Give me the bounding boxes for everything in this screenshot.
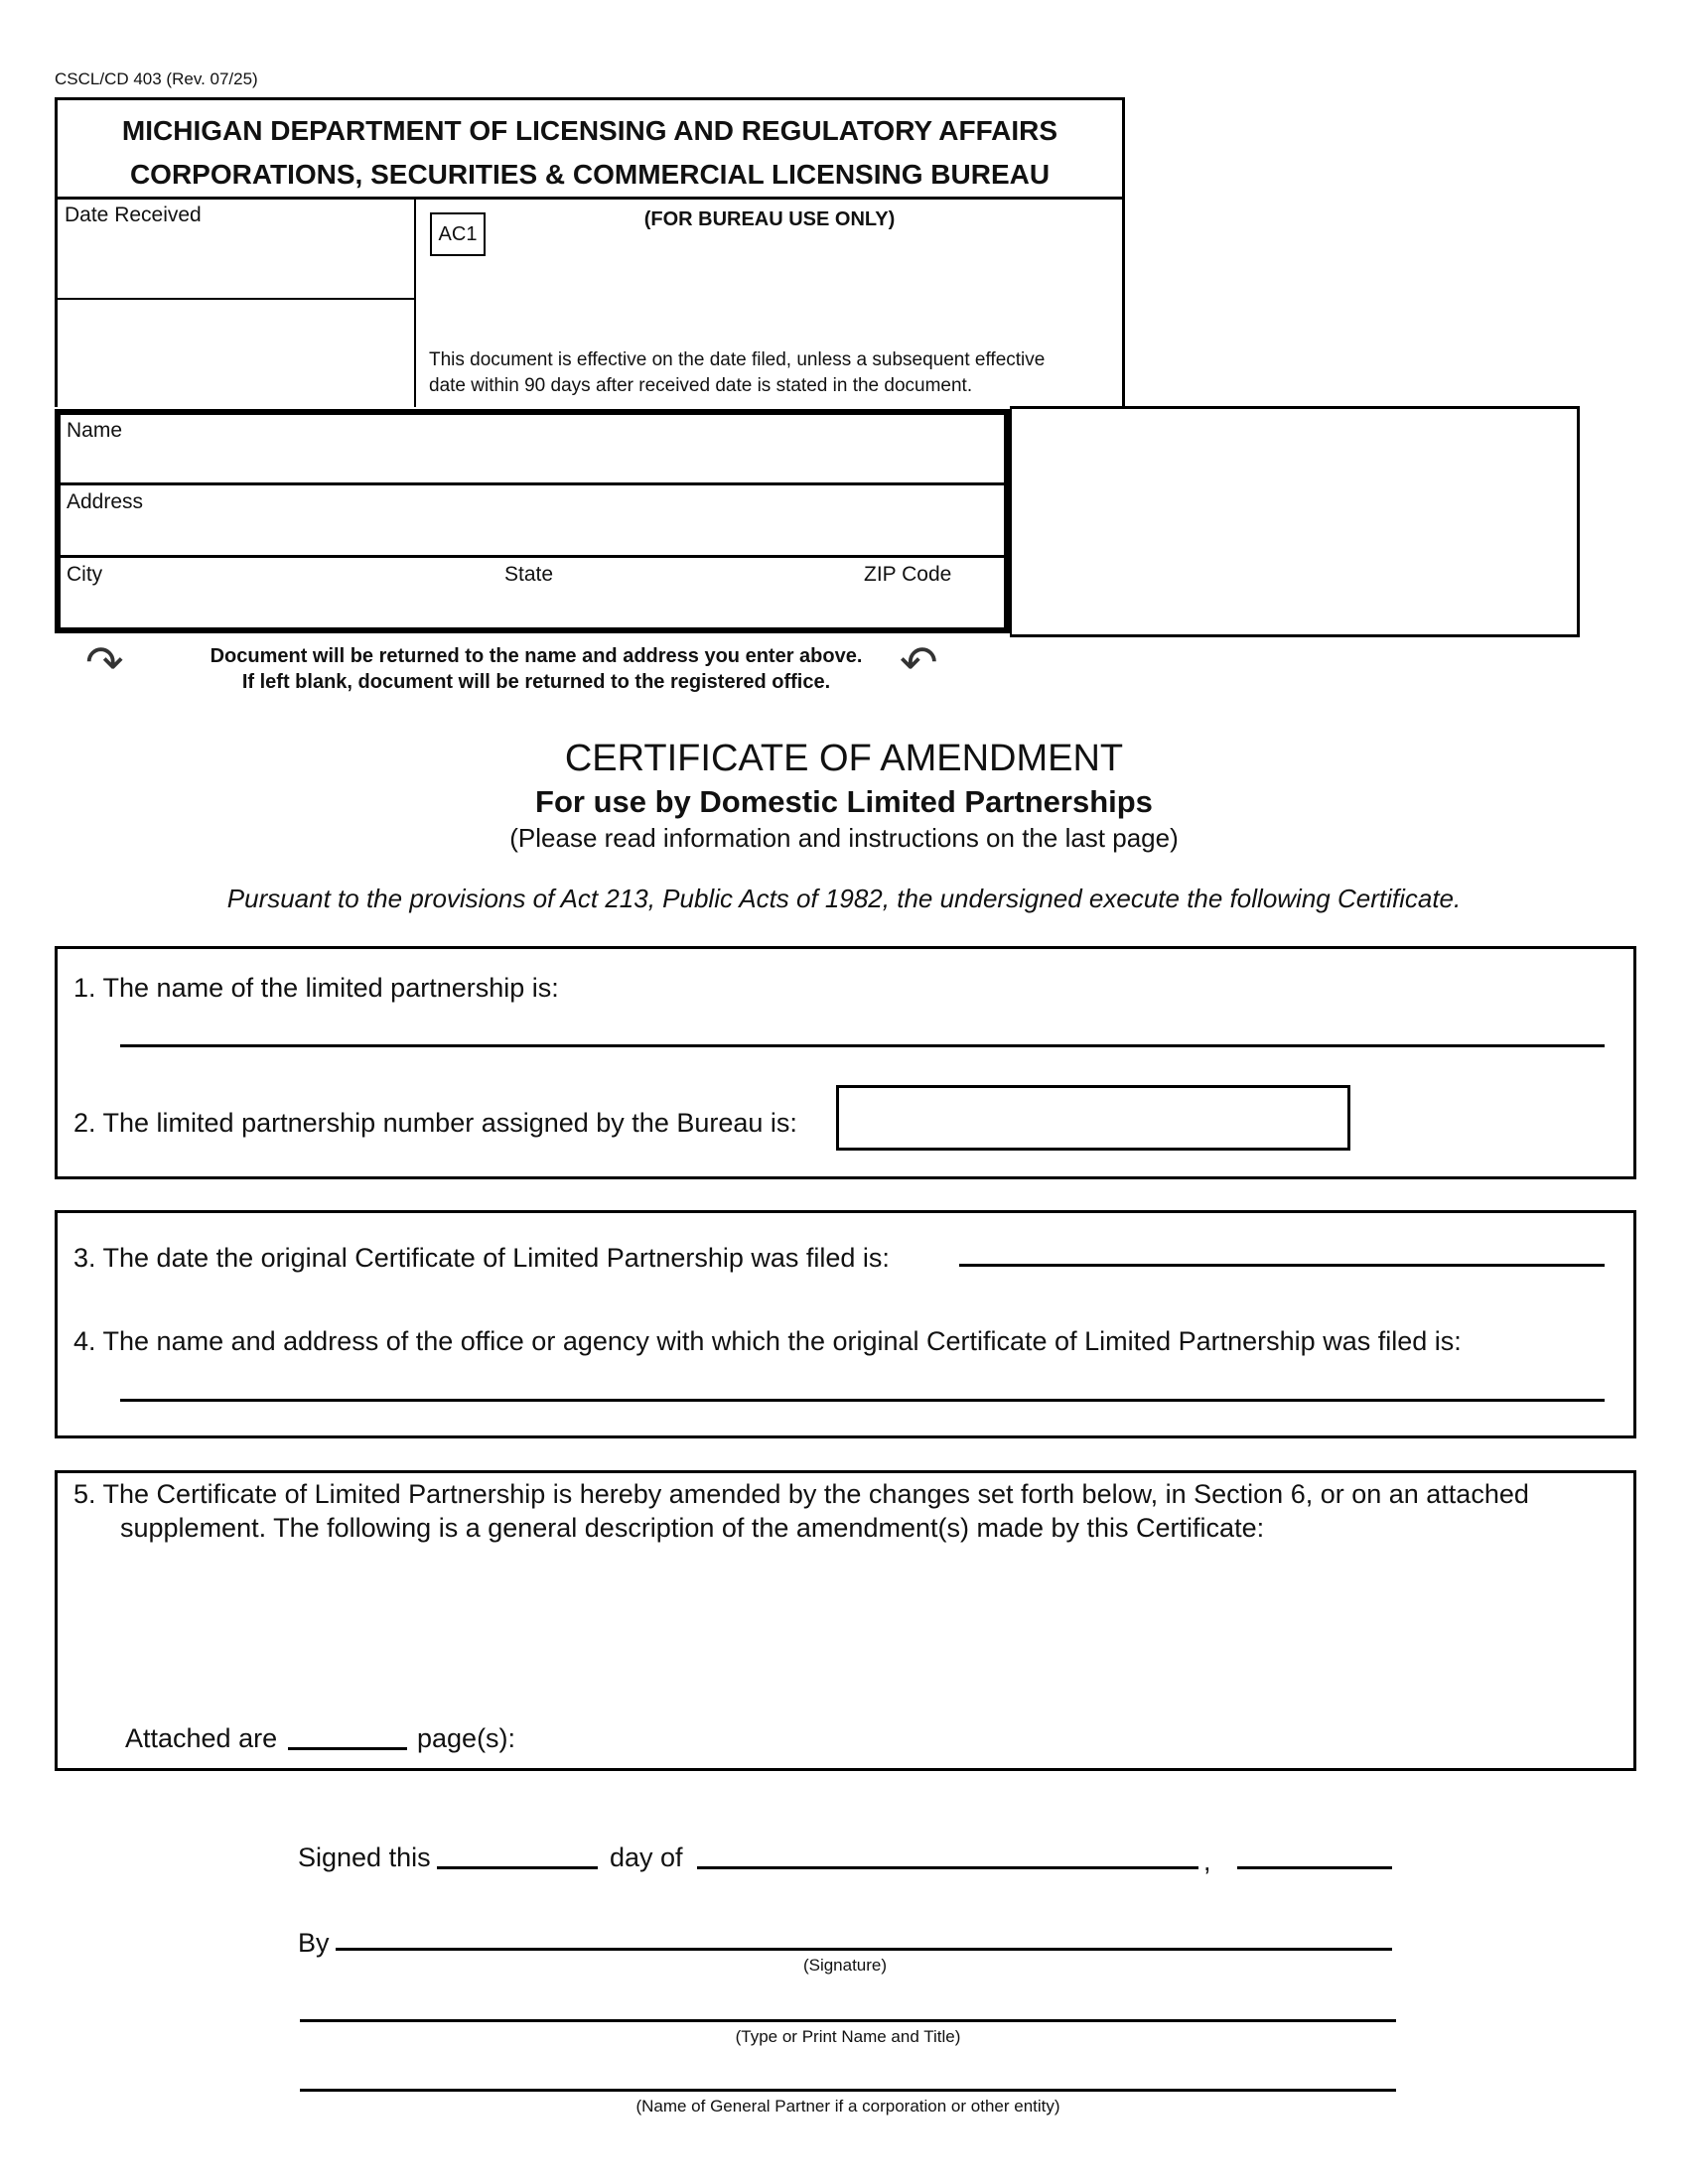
certificate-subtitle: For use by Domestic Limited Partnerships	[535, 784, 1153, 819]
attached-pages-label: Attached are	[125, 1723, 278, 1753]
general-partner-caption: (Name of General Partner if a corporation or other entity)	[635, 2097, 1060, 2116]
bureau-use-only: (FOR BUREAU USE ONLY)	[643, 208, 896, 230]
certificate-title: CERTIFICATE OF AMENDMENT	[564, 738, 1124, 779]
address-field[interactable]: Address	[67, 490, 144, 513]
general-partner-input[interactable]	[300, 2089, 1396, 2092]
date-comma: ,	[1203, 1846, 1211, 1876]
item-2-label: 2. The limited partnership number assigned by the Bureau is:	[73, 1108, 797, 1138]
zip-code-field[interactable]: ZIP Code	[864, 563, 952, 586]
by-label: By	[298, 1928, 330, 1958]
agency-name: MICHIGAN DEPARTMENT OF LICENSING AND REGULATORY AFFAIRS	[121, 115, 1058, 146]
signature-input[interactable]	[336, 1948, 1392, 1951]
date-received-label: Date Received	[65, 204, 202, 226]
partnership-name-input[interactable]	[120, 1044, 1605, 1047]
effective-date-note	[429, 347, 1124, 399]
original-filing-date-input[interactable]	[959, 1264, 1605, 1267]
print-name-caption: (Type or Print Name and Title)	[735, 2027, 961, 2046]
signed-year-input[interactable]	[1237, 1866, 1392, 1869]
return-address-box	[55, 409, 1010, 633]
partnership-number-input[interactable]	[836, 1085, 1350, 1151]
return-address-rule	[55, 482, 1010, 485]
ac1-code-box: AC1	[430, 212, 486, 256]
item-3-label: 3. The date the original Certificate of Limited Partnership was filed is:	[73, 1243, 890, 1273]
signed-month-input[interactable]	[697, 1866, 1198, 1869]
signed-day-input[interactable]	[437, 1866, 598, 1869]
item-5-label: 5. The Certificate of Limited Partnership is hereby amended by the changes set forth below, in Section 6, or on an attached	[73, 1479, 1529, 1509]
print-name-title-input[interactable]	[300, 2019, 1396, 2022]
header-vertical-divider	[414, 197, 416, 407]
return-arrow-icon: ↶	[900, 636, 938, 688]
item-4-label: 4. The name and address of the office or agency with which the original Certificate of Limited Partnership was filed is:	[73, 1326, 1462, 1356]
bureau-header-title	[55, 109, 1125, 197]
return-address-rule	[55, 555, 1010, 558]
instructions-note: (Please read information and instructions on the last page)	[509, 823, 1179, 853]
day-of-label: day of	[610, 1843, 683, 1872]
attached-pages-input[interactable]	[288, 1747, 407, 1750]
date-received-divider	[55, 298, 414, 300]
effective-note-line2: date within 90 days after received date is stated in the document.	[429, 375, 973, 396]
filing-office-input[interactable]	[120, 1399, 1605, 1402]
return-note-line2: If left blank, document will be returned to the registered office.	[241, 671, 831, 693]
city-field[interactable]: City	[67, 563, 103, 586]
effective-note-line1: This document is effective on the date filed, unless a subsequent effective	[429, 349, 1046, 370]
bureau-name: CORPORATIONS, SECURITIES & COMMERCIAL LICENSING BUREAU	[129, 159, 1051, 190]
pursuant-statement: Pursuant to the provisions of Act 213, Public Acts of 1982, the undersigned execute the following Certificate.	[226, 884, 1462, 913]
signed-this-label: Signed this	[298, 1843, 431, 1872]
form-number: CSCL/CD 403 (Rev. 07/25)	[55, 69, 258, 88]
return-note-line1: Document will be returned to the name and address you enter above.	[210, 645, 863, 667]
filing-side-box	[1010, 406, 1580, 637]
state-field[interactable]: State	[504, 563, 554, 586]
signature-caption: (Signature)	[802, 1956, 888, 1975]
item-5-label-continued: supplement. The following is a general description of the amendment(s) made by this Certificate:	[120, 1513, 1265, 1543]
name-field[interactable]: Name	[67, 419, 123, 442]
return-note	[149, 643, 923, 695]
item-1-label: 1. The name of the limited partnership is:	[73, 973, 559, 1003]
attached-pages-suffix: page(s):	[417, 1723, 516, 1753]
return-arrow-icon: ↷	[85, 636, 124, 688]
header-divider	[55, 197, 1125, 200]
